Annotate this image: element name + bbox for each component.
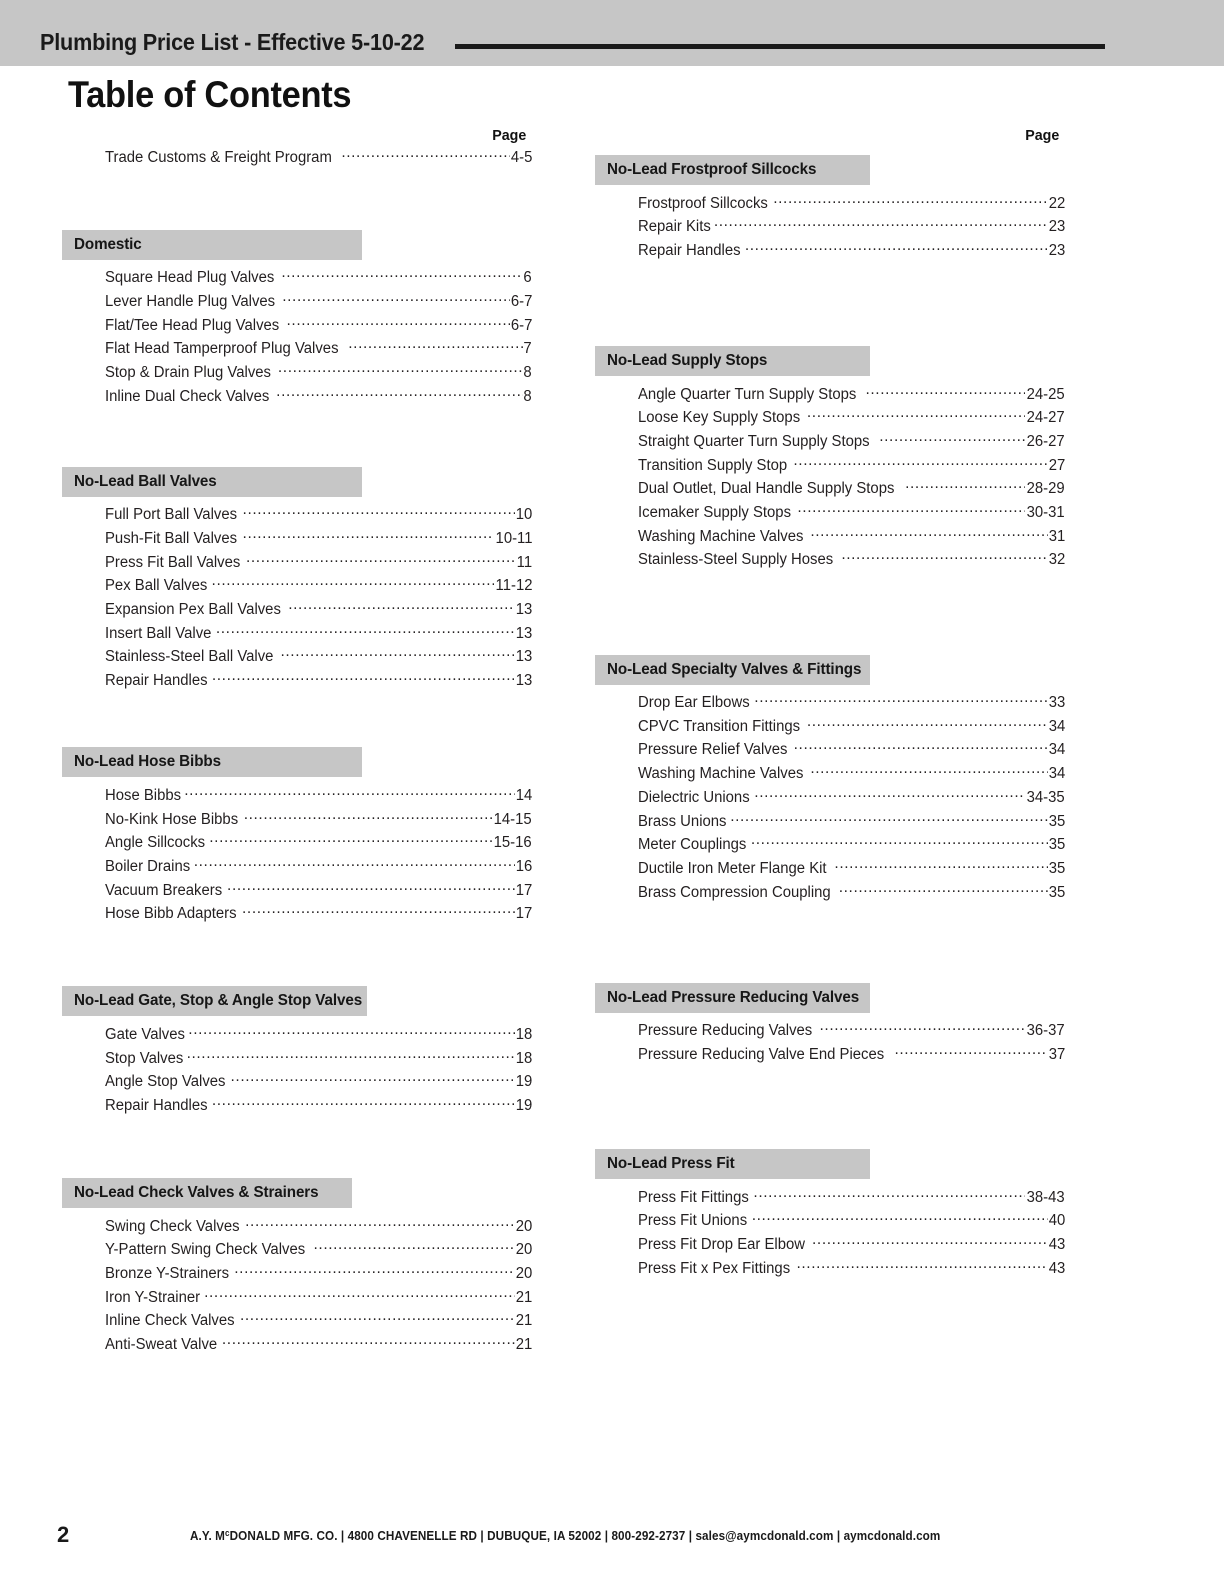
toc-entry-label: Ductile Iron Meter Flange Kit <box>638 859 827 877</box>
toc-entry-page: 10 <box>515 506 532 524</box>
toc-entry-label: Gate Valves <box>105 1025 185 1043</box>
section-header-label: No-Lead Frostproof Sillcocks <box>607 161 817 178</box>
toc-entry-label: Repair Handles <box>105 1097 208 1114</box>
toc-entry-page: 33 <box>1048 694 1065 712</box>
toc-entry-page: 34 <box>1048 765 1065 783</box>
dot-leader <box>288 599 515 615</box>
dot-leader <box>194 855 515 871</box>
toc-entry-page: 34-35 <box>1026 788 1065 806</box>
toc-entry-label: Brass Compression Coupling <box>638 883 831 901</box>
toc-entry-label: Press Fit Unions <box>638 1212 748 1230</box>
toc-entry-label: Inline Check Valves <box>105 1312 235 1330</box>
toc-entry-label: Pressure Reducing Valves <box>638 1022 813 1040</box>
header-title: Plumbing Price List - Effective 5-10-22 <box>40 29 425 55</box>
toc-entry-label: Dielectric Unions <box>638 788 750 806</box>
header-rule-divider <box>455 44 1105 49</box>
dot-leader <box>841 549 1047 565</box>
footer-separator: | <box>477 1528 488 1543</box>
dot-leader <box>231 1071 515 1087</box>
toc-entry[interactable] <box>595 1234 1065 1258</box>
toc-entry-page: 11 <box>516 553 532 571</box>
dot-leader <box>184 784 514 800</box>
dot-leader <box>242 903 515 919</box>
toc-entry[interactable] <box>62 670 532 694</box>
footer-company-info <box>190 1528 940 1543</box>
toc-entry-page: 43 <box>1048 1236 1065 1253</box>
toc-entry-label: Anti-Sweat Valve <box>105 1336 218 1354</box>
toc-section <box>62 230 532 409</box>
dot-leader <box>753 1186 1025 1202</box>
toc-section <box>62 986 532 1118</box>
toc-entry-label: Stainless-Steel Ball Valve <box>105 648 274 666</box>
toc-section <box>595 1149 1065 1281</box>
toc-entry-page: 4-5 <box>510 148 532 166</box>
toc-entry[interactable] <box>595 454 1065 478</box>
toc-entry-page: 22 <box>1048 194 1065 212</box>
section-spacer <box>62 1118 532 1178</box>
dot-leader <box>314 1239 515 1255</box>
footer-separator: | <box>337 1528 348 1543</box>
header-bar <box>0 0 1224 66</box>
section-header-bar <box>62 230 362 260</box>
section-spacer <box>595 1067 1065 1149</box>
dot-leader <box>234 1263 515 1279</box>
section-header-bar <box>62 747 362 777</box>
toc-entry-page: 13 <box>515 601 532 619</box>
dot-leader <box>714 216 1048 232</box>
toc-entry-page: 17 <box>515 881 532 899</box>
toc-entry-page: 26-27 <box>1026 432 1065 450</box>
toc-entry-page: 13 <box>515 624 532 642</box>
dot-leader <box>204 1286 515 1302</box>
toc-entry-page: 43 <box>1048 1259 1065 1277</box>
dot-leader <box>243 504 515 520</box>
toc-entry[interactable] <box>62 1095 532 1119</box>
section-header-label: No-Lead Specialty Valves & Fittings <box>607 660 862 678</box>
toc-entry-label: Stop Valves <box>105 1049 184 1067</box>
toc-entry-label: Icemaker Supply Stops <box>638 504 792 521</box>
footer-company-name: A.Y. $M^cDONALD$ MFG. CO. <box>190 1528 338 1543</box>
toc-entry-page: 36-37 <box>1026 1022 1065 1040</box>
toc-entry-page: 17 <box>515 905 532 923</box>
toc-entry-label: Washing Machine Valves <box>638 765 804 783</box>
footer <box>0 1504 1224 1584</box>
toc-entry-label: Iron Y-Strainer <box>105 1288 201 1306</box>
section-header-bar <box>595 655 870 685</box>
toc-entry[interactable] <box>595 715 1065 739</box>
toc-entry[interactable] <box>62 646 532 670</box>
toc-entry-page: 19 <box>515 1097 532 1114</box>
toc-entry-page: 20 <box>515 1217 532 1235</box>
footer-separator: | <box>685 1528 696 1543</box>
dot-leader <box>834 857 1047 873</box>
toc-section <box>595 655 1065 905</box>
toc-entry-label: Pex Ball Valves <box>105 577 208 595</box>
dot-leader <box>212 1095 515 1111</box>
toc-section <box>62 467 532 694</box>
section-spacer <box>62 170 532 230</box>
toc-entry-page: 10-11 <box>495 530 532 547</box>
toc-entry-label: Y-Pattern Swing Check Valves <box>105 1241 306 1259</box>
toc-entry-label: Flat/Tee Head Plug Valves <box>105 316 280 334</box>
toc-right-column <box>595 126 1065 1281</box>
dot-leader <box>796 1257 1047 1273</box>
dot-leader <box>730 810 1048 826</box>
dot-leader <box>216 622 515 638</box>
dot-leader <box>348 338 523 354</box>
toc-entry[interactable] <box>595 739 1065 763</box>
page-title: Table of Contents <box>68 74 352 115</box>
toc-entry-label: Trade Customs & Freight Program <box>105 148 332 166</box>
dot-leader <box>280 646 514 662</box>
page-column-header-right: Page <box>1025 127 1060 144</box>
toc-entry[interactable] <box>62 267 532 291</box>
toc-entry[interactable] <box>595 786 1065 810</box>
section-header-bar <box>62 467 362 497</box>
toc-entry-label: Push-Fit Ball Valves <box>105 530 238 547</box>
section-header-label: No-Lead Pressure Reducing Valves <box>607 988 860 1006</box>
dot-leader <box>879 430 1025 446</box>
footer-email: sales@aymcdonald.com <box>695 1528 834 1543</box>
section-header-bar <box>62 1178 352 1208</box>
toc-entry-label: Boiler Drains <box>105 857 191 875</box>
toc-entry[interactable] <box>595 383 1065 407</box>
toc-entry[interactable] <box>595 1257 1065 1281</box>
dot-leader <box>797 502 1025 518</box>
toc-entry[interactable] <box>62 290 532 314</box>
toc-entry[interactable] <box>62 1071 532 1095</box>
toc-entry-page: 13 <box>515 648 532 666</box>
toc-entry-label: Stop & Drain Plug Valves <box>105 363 271 381</box>
footer-company-superscript: c <box>225 1528 230 1538</box>
toc-entry-label: Expansion Pex Ball Valves <box>105 601 281 619</box>
toc-entry-page: 15-16 <box>493 834 532 852</box>
dot-leader <box>839 881 1048 897</box>
toc-entry-page: 35 <box>1048 812 1065 830</box>
toc-entry[interactable] <box>595 881 1065 905</box>
toc-entry-label: Loose Key Supply Stops <box>638 409 801 427</box>
toc-entry[interactable] <box>595 192 1065 216</box>
toc-entry-label: Angle Quarter Turn Supply Stops <box>638 385 857 403</box>
toc-entry[interactable] <box>595 857 1065 881</box>
section-spacer <box>62 409 532 467</box>
toc-entry-page: 31 <box>1048 527 1065 545</box>
toc-entry-label: Meter Couplings <box>638 836 747 854</box>
toc-entry[interactable] <box>62 832 532 856</box>
dot-leader <box>905 478 1025 494</box>
dot-leader <box>810 763 1047 779</box>
toc-entry-page: 20 <box>515 1265 532 1283</box>
toc-entry[interactable] <box>595 692 1065 716</box>
toc-entry[interactable] <box>62 1239 532 1263</box>
toc-entry-label: Swing Check Valves <box>105 1217 240 1235</box>
toc-entry-label: Pressure Reducing Valve End Pieces <box>638 1045 885 1063</box>
toc-left-sections <box>62 170 532 1358</box>
dot-leader <box>807 407 1025 423</box>
footer-separator: | <box>833 1528 844 1543</box>
toc-entry-page: 11-12 <box>495 577 532 595</box>
dot-leader <box>820 1020 1026 1036</box>
toc-entry[interactable] <box>595 502 1065 526</box>
toc-entry-page: 24-25 <box>1026 385 1065 403</box>
toc-entry[interactable] <box>595 810 1065 834</box>
toc-entry[interactable] <box>595 430 1065 454</box>
dot-leader <box>227 879 515 895</box>
toc-section <box>595 983 1065 1067</box>
toc-entry-label: Press Fit Drop Ear Elbow <box>638 1236 806 1253</box>
dot-leader <box>282 290 509 306</box>
section-spacer <box>595 573 1065 655</box>
dot-leader <box>209 832 492 848</box>
toc-entry-page: 23 <box>1048 218 1065 236</box>
toc-entry-page: 27 <box>1048 456 1065 474</box>
dot-leader <box>745 239 1048 255</box>
toc-entry[interactable] <box>62 146 532 170</box>
toc-entry-page: 7 <box>523 340 532 358</box>
dot-leader <box>894 1043 1047 1059</box>
toc-entry[interactable] <box>62 1286 532 1310</box>
toc-entry[interactable] <box>595 1020 1065 1044</box>
toc-entry-page: 35 <box>1048 859 1065 877</box>
toc-entry-label: Press Fit Fittings <box>638 1188 749 1206</box>
toc-entry[interactable] <box>595 478 1065 502</box>
dot-leader <box>244 808 493 824</box>
dot-leader <box>240 1310 515 1326</box>
toc-entry[interactable] <box>62 361 532 385</box>
section-header-bar <box>62 986 367 1016</box>
toc-entry-page: 21 <box>515 1288 532 1306</box>
section-spacer <box>595 146 1065 155</box>
toc-entry[interactable] <box>595 525 1065 549</box>
footer-phone: 800-292-2737 <box>611 1528 686 1543</box>
toc-entry-label: No-Kink Hose Bibbs <box>105 810 239 828</box>
toc-entry-label: Bronze Y-Strainers <box>105 1265 230 1283</box>
toc-entry-page: 28-29 <box>1026 480 1065 498</box>
toc-entry-page: 24-27 <box>1026 409 1065 427</box>
toc-entry-page: 18 <box>515 1025 532 1043</box>
toc-entry-page: 6-7 <box>510 316 532 334</box>
dot-leader <box>754 692 1047 708</box>
section-header-label: No-Lead Ball Valves <box>74 472 217 490</box>
toc-entry-page: 34 <box>1048 717 1065 735</box>
toc-entry-label: Flat Head Tamperproof Plug Valves <box>105 340 339 358</box>
section-spacer <box>62 926 532 986</box>
toc-entry-page: 8 <box>523 387 532 405</box>
toc-entry[interactable] <box>595 763 1065 787</box>
footer-city-state-zip: DUBUQUE, IA 52002 <box>487 1528 602 1543</box>
toc-entry-label: Dual Outlet, Dual Handle Supply Stops <box>638 480 895 498</box>
toc-entry-page: 35 <box>1048 836 1065 854</box>
toc-entry-label: Repair Kits <box>638 218 711 236</box>
toc-entry[interactable] <box>62 599 532 623</box>
dot-leader <box>187 1047 515 1063</box>
toc-entry-label: Hose Bibb Adapters <box>105 905 237 923</box>
toc-entry-page: 20 <box>515 1241 532 1259</box>
toc-entry-label: Stainless-Steel Supply Hoses <box>638 551 834 569</box>
toc-entry[interactable] <box>595 834 1065 858</box>
section-header-label: No-Lead Supply Stops <box>607 352 768 370</box>
toc-entry[interactable] <box>62 314 532 338</box>
dot-leader <box>222 1334 515 1350</box>
toc-entry-page: 18 <box>515 1049 532 1067</box>
toc-entry[interactable] <box>62 1215 532 1239</box>
toc-entry-label: Frostproof Sillcocks <box>638 194 768 212</box>
footer-website: aymcdonald.com <box>843 1528 941 1543</box>
toc-intro-entries <box>62 146 532 170</box>
toc-entry[interactable] <box>62 1023 532 1047</box>
toc-entry-page: 14-15 <box>493 810 532 828</box>
section-spacer <box>595 263 1065 346</box>
dot-leader <box>812 1234 1048 1250</box>
section-header-label: No-Lead Press Fit <box>607 1155 735 1173</box>
dot-leader <box>246 551 516 567</box>
toc-entry[interactable] <box>62 622 532 646</box>
toc-left-column <box>62 126 532 1357</box>
toc-entry[interactable] <box>62 385 532 409</box>
toc-entry-label: Full Port Ball Valves <box>105 506 238 524</box>
toc-entry-page: 37 <box>1048 1045 1065 1063</box>
toc-entry[interactable] <box>62 808 532 832</box>
dot-leader <box>793 454 1047 470</box>
toc-section <box>595 346 1065 573</box>
toc-entry[interactable] <box>595 549 1065 573</box>
toc-entry-page: 30-31 <box>1026 504 1065 521</box>
toc-entry-page: 8 <box>523 363 532 381</box>
section-spacer <box>595 905 1065 983</box>
toc-entry-label: Transition Supply Stop <box>638 456 788 474</box>
toc-entry-label: Press Fit Ball Valves <box>105 553 241 571</box>
toc-entry-page: 21 <box>515 1312 532 1330</box>
section-header-label: No-Lead Check Valves & Strainers <box>74 1184 319 1202</box>
dot-leader <box>278 361 523 377</box>
toc-entry[interactable] <box>62 1047 532 1071</box>
toc-entry[interactable] <box>62 504 532 528</box>
toc-entry-page: 40 <box>1048 1212 1065 1230</box>
dot-leader <box>751 834 1048 850</box>
toc-entry-label: Angle Sillcocks <box>105 834 206 852</box>
section-header-bar <box>595 1149 870 1179</box>
toc-entry[interactable] <box>595 1210 1065 1234</box>
toc-entry-label: Inline Dual Check Valves <box>105 387 270 405</box>
dot-leader <box>281 267 523 283</box>
toc-entry-page: 13 <box>515 672 532 690</box>
toc-section <box>62 1178 532 1357</box>
toc-entry-label: Brass Unions <box>638 812 727 830</box>
dot-leader <box>212 670 515 686</box>
toc-entry-label: Washing Machine Valves <box>638 527 804 545</box>
toc-entry-page: 16 <box>515 857 532 875</box>
toc-entry-page: 23 <box>1048 241 1065 259</box>
dot-leader <box>243 528 494 544</box>
toc-entry-label: Lever Handle Plug Valves <box>105 292 276 310</box>
dot-leader <box>810 525 1047 541</box>
toc-entry-page: 32 <box>1048 551 1065 569</box>
dot-leader <box>287 314 510 330</box>
toc-entry-label: Pressure Relief Valves <box>638 741 788 759</box>
toc-right-sections <box>595 146 1065 1281</box>
section-header-label: Domestic <box>74 235 142 253</box>
toc-entry[interactable] <box>62 1310 532 1334</box>
section-header-label: No-Lead Hose Bibbs <box>74 753 221 771</box>
toc-entry-page: 35 <box>1048 883 1065 901</box>
section-header-bar <box>595 155 870 185</box>
toc-entry-label: Insert Ball Valve <box>105 624 212 642</box>
section-spacer <box>62 693 532 747</box>
dot-leader <box>754 786 1025 802</box>
section-header-bar <box>595 346 870 376</box>
footer-address: 4800 CHAVENELLE RD <box>347 1528 478 1543</box>
toc-entry-page: 21 <box>515 1336 532 1354</box>
toc-entry-page: 38-43 <box>1026 1188 1065 1206</box>
toc-entry-page: 14 <box>515 786 532 804</box>
toc-entry[interactable] <box>62 338 532 362</box>
toc-entry[interactable] <box>595 407 1065 431</box>
toc-entry-label: Drop Ear Elbows <box>638 694 750 712</box>
toc-entry-page: 6-7 <box>510 292 532 310</box>
section-header-bar <box>595 983 870 1013</box>
toc-entry[interactable] <box>62 1263 532 1287</box>
toc-entry[interactable] <box>62 528 532 552</box>
toc-entry[interactable] <box>595 216 1065 240</box>
toc-entry[interactable] <box>62 879 532 903</box>
dot-leader <box>865 383 1025 399</box>
dot-leader <box>212 575 494 591</box>
page-column-header-left: Page <box>492 127 527 144</box>
toc-entry-page: 6 <box>523 269 532 287</box>
toc-entry[interactable] <box>595 239 1065 263</box>
dot-leader <box>188 1023 514 1039</box>
toc-entry-label: Press Fit x Pex Fittings <box>638 1259 791 1277</box>
toc-entry[interactable] <box>62 1334 532 1358</box>
dot-leader <box>752 1210 1048 1226</box>
toc-entry[interactable] <box>62 903 532 927</box>
section-header-label: No-Lead Gate, Stop & Angle Stop Valves <box>74 992 363 1010</box>
dot-leader <box>341 146 509 162</box>
toc-entry-label: Hose Bibbs <box>105 786 182 804</box>
toc-entry-label: Repair Handles <box>638 241 741 259</box>
toc-entry-label: Square Head Plug Valves <box>105 269 275 287</box>
toc-entry-label: Angle Stop Valves <box>105 1073 226 1091</box>
toc-section <box>62 747 532 926</box>
dot-leader <box>773 192 1048 208</box>
dot-leader <box>794 739 1048 755</box>
toc-section <box>595 155 1065 263</box>
toc-entry[interactable] <box>62 784 532 808</box>
toc-entry-label: Straight Quarter Turn Supply Stops <box>638 432 870 450</box>
toc-entry-label: Repair Handles <box>105 672 208 690</box>
footer-page-number: 2 <box>57 1522 70 1547</box>
toc-entry[interactable] <box>595 1043 1065 1067</box>
toc-entry[interactable] <box>62 855 532 879</box>
toc-entry-page: 34 <box>1048 741 1065 759</box>
toc-entry-label: Vacuum Breakers <box>105 881 223 899</box>
dot-leader <box>276 385 523 401</box>
toc-entry-page: 19 <box>515 1073 532 1091</box>
footer-separator: | <box>601 1528 612 1543</box>
toc-entry[interactable] <box>62 575 532 599</box>
dot-leader <box>245 1215 515 1231</box>
dot-leader <box>807 715 1048 731</box>
toc-entry[interactable] <box>595 1186 1065 1210</box>
toc-entry[interactable] <box>62 551 532 575</box>
toc-entry-label: CPVC Transition Fittings <box>638 717 801 735</box>
